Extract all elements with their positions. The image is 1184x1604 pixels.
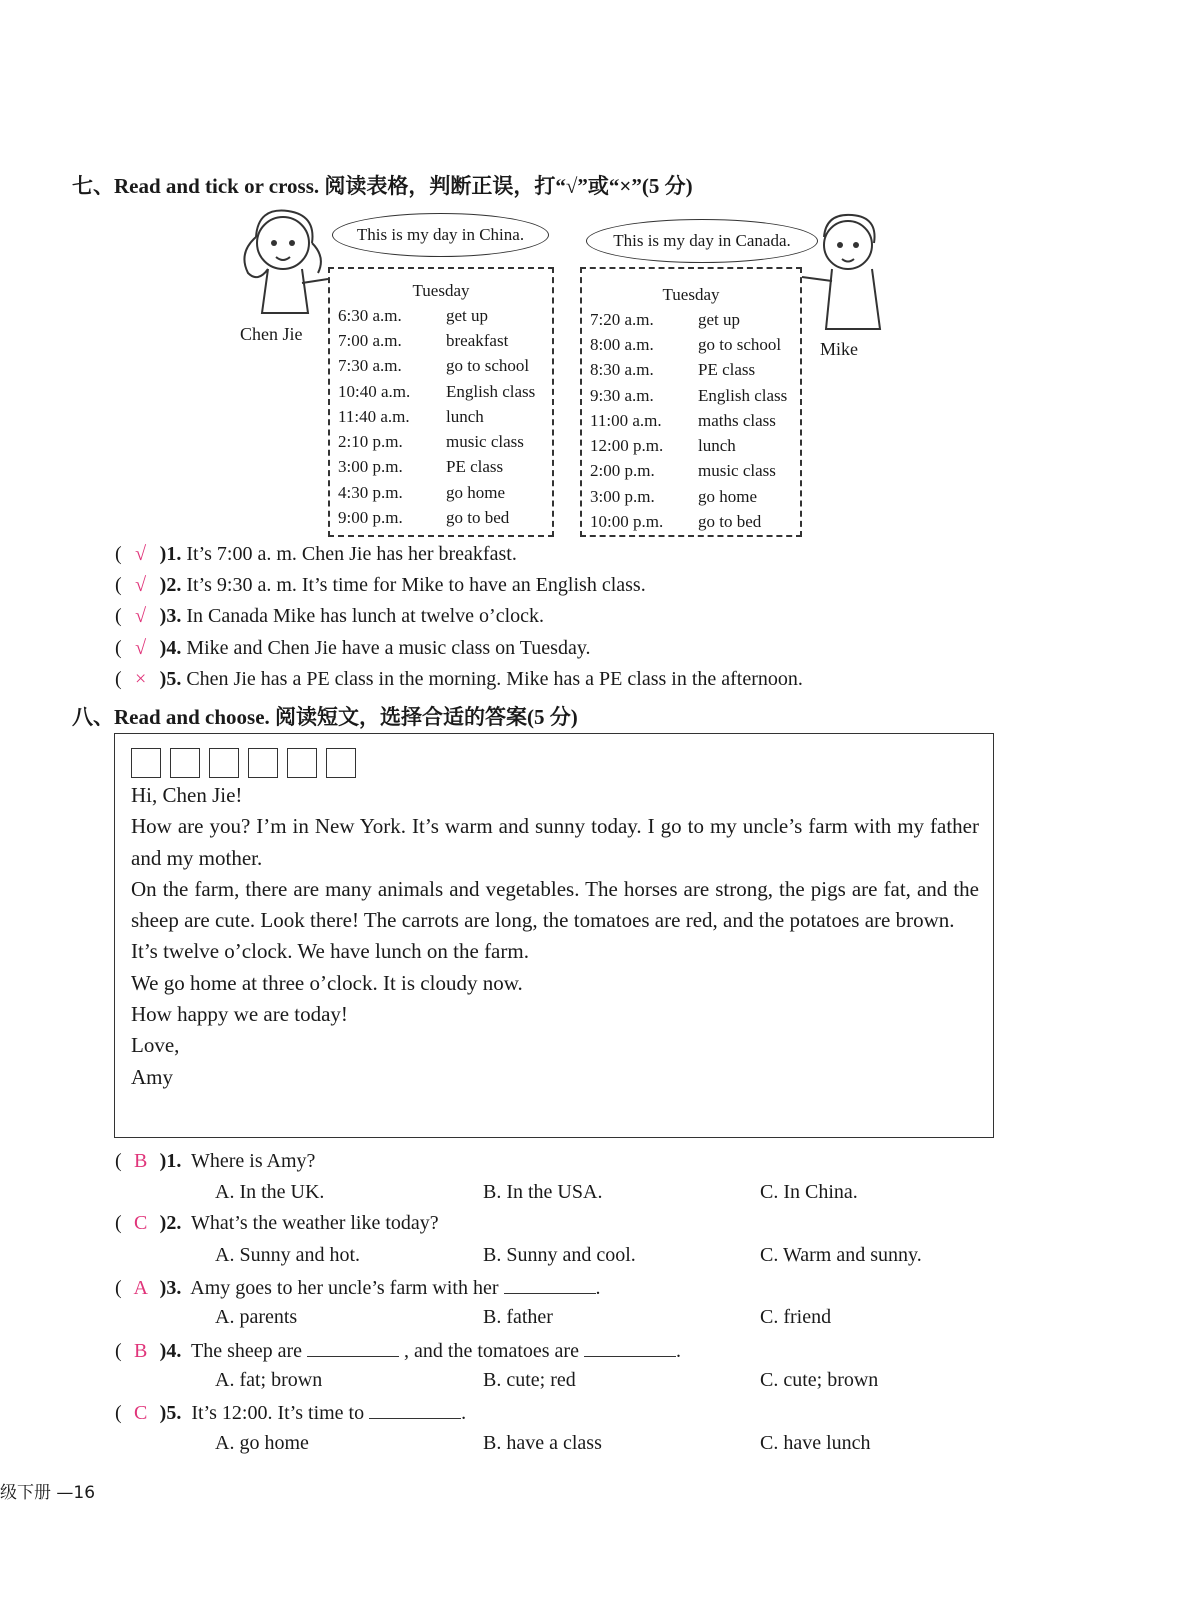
- question-text-end: .: [461, 1402, 467, 1424]
- schedule-activity: music class: [446, 432, 524, 452]
- schedule-activity: lunch: [698, 436, 736, 456]
- canada-speech-bubble: This is my day in Canada.: [586, 219, 818, 263]
- schedule-time: 7:20 a.m.: [590, 309, 654, 329]
- schedule-row: [582, 433, 800, 458]
- schedule-time: 11:00 a.m.: [590, 410, 662, 430]
- answer-blank[interactable]: [504, 1275, 596, 1294]
- page-footer: 级下册 —16: [0, 1483, 96, 1503]
- answer-mark[interactable]: A: [133, 1277, 148, 1299]
- section-7-title: 七、Read and tick or cross. 阅读表格，判断正误，打“√”或“×”(5 分): [72, 174, 693, 198]
- answer-blank[interactable]: [369, 1400, 461, 1419]
- question-text: In Canada Mike has lunch at twelve o’clock.: [186, 605, 544, 627]
- schedule-time: 2:10 p.m.: [338, 432, 403, 452]
- question-text: It’s 12:00. It’s time to: [191, 1402, 365, 1424]
- canada-day-heading: Tuesday: [662, 285, 720, 304]
- schedule-activity: lunch: [446, 406, 484, 426]
- question-number: )5.: [159, 668, 182, 690]
- option-b[interactable]: B. father: [483, 1306, 553, 1328]
- schedule-row: [330, 505, 552, 530]
- schedule-figure: [228, 203, 898, 548]
- schedule-row: [582, 484, 800, 509]
- option-a[interactable]: A. Sunny and hot.: [215, 1244, 360, 1266]
- question-text-end: .: [675, 1340, 681, 1362]
- schedule-row: [330, 379, 552, 404]
- question-number: )4.: [159, 637, 182, 659]
- schedule-row: [330, 480, 552, 505]
- schedule-time: 10:00 p.m.: [590, 512, 664, 532]
- s7-question-1: ( √ )1. It’s 7:00 a. m. Chen Jie has her breakfast.: [115, 543, 517, 565]
- option-c[interactable]: C. have lunch: [760, 1432, 871, 1454]
- chen-jie-illustration: [228, 203, 338, 333]
- option-c[interactable]: C. In China.: [760, 1181, 858, 1203]
- option-c[interactable]: C. Warm and sunny.: [760, 1244, 922, 1266]
- schedule-time: 9:30 a.m.: [590, 385, 654, 405]
- schedule-time: 7:30 a.m.: [338, 356, 402, 376]
- title-blank-boxes: [131, 748, 979, 778]
- china-schedule-table: [328, 267, 554, 537]
- schedule-row: [582, 307, 800, 332]
- s7-question-2: ( √ )2. It’s 9:30 a. m. It’s time for Mike to have an English class.: [115, 574, 646, 596]
- option-b[interactable]: B. have a class: [483, 1432, 602, 1454]
- answer-mark[interactable]: √: [135, 637, 147, 659]
- schedule-row: [330, 429, 552, 454]
- option-a[interactable]: A. parents: [215, 1306, 298, 1328]
- option-c[interactable]: C. cute; brown: [760, 1369, 879, 1391]
- option-b[interactable]: B. Sunny and cool.: [483, 1244, 636, 1266]
- passage-closing: Love,: [131, 1033, 180, 1058]
- schedule-row: [582, 459, 800, 484]
- schedule-activity: go to bed: [446, 508, 510, 528]
- schedule-row: [330, 328, 552, 353]
- schedule-time: 12:00 p.m.: [590, 436, 664, 456]
- schedule-activity: go to school: [446, 356, 530, 376]
- question-text: It’s 9:30 a. m. It’s time for Mike to have an English class.: [186, 574, 646, 596]
- passage-paragraph: We go home at three o’clock. It is cloudy now.: [131, 970, 523, 995]
- reading-passage: [114, 733, 994, 1138]
- option-c[interactable]: C. friend: [760, 1306, 832, 1328]
- schedule-row: [582, 408, 800, 433]
- option-a[interactable]: A. In the UK.: [215, 1181, 325, 1203]
- title-box[interactable]: [287, 748, 317, 778]
- question-text: Amy goes to her uncle’s farm with her: [190, 1277, 499, 1299]
- option-a[interactable]: A. go home: [215, 1432, 309, 1454]
- question-text: The sheep are: [190, 1340, 303, 1362]
- title-box[interactable]: [209, 748, 239, 778]
- title-box[interactable]: [131, 748, 161, 778]
- s8-question-5: ( C )5. It’s 12:00. It’s time to .: [115, 1402, 467, 1424]
- china-day-heading: Tuesday: [412, 281, 470, 300]
- schedule-row: [582, 358, 800, 383]
- answer-mark[interactable]: √: [135, 605, 147, 627]
- schedule-activity: get up: [446, 305, 489, 325]
- answer-mark[interactable]: B: [134, 1150, 148, 1172]
- s7-question-3: ( √ )3. In Canada Mike has lunch at twelve o’clock.: [115, 605, 544, 627]
- answer-mark[interactable]: B: [134, 1340, 148, 1362]
- answer-mark[interactable]: C: [134, 1402, 148, 1424]
- question-text: Chen Jie has a PE class in the morning. Mike has a PE class in the afternoon.: [186, 668, 803, 690]
- schedule-time: 11:40 a.m.: [338, 406, 410, 426]
- schedule-activity: breakfast: [446, 330, 509, 350]
- schedule-time: 2:00 p.m.: [590, 461, 655, 481]
- question-number: )2.: [159, 574, 182, 596]
- section-8-title: 八、Read and choose. 阅读短文，选择合适的答案(5 分): [72, 705, 578, 729]
- answer-mark[interactable]: √: [135, 543, 147, 565]
- question-text: What’s the weather like today?: [190, 1212, 439, 1234]
- schedule-activity: go to bed: [698, 512, 762, 532]
- schedule-time: 3:00 p.m.: [590, 486, 655, 506]
- china-speech-bubble: This is my day in China.: [332, 213, 549, 257]
- title-box[interactable]: [170, 748, 200, 778]
- schedule-activity: English class: [446, 381, 536, 401]
- schedule-activity: English class: [698, 385, 788, 405]
- schedule-row: [582, 509, 800, 534]
- s8-question-1: ( B )1. Where is Amy?: [115, 1150, 316, 1172]
- schedule-time: 10:40 a.m.: [338, 381, 411, 401]
- schedule-activity: music class: [698, 461, 776, 481]
- schedule-time: 9:00 p.m.: [338, 508, 403, 528]
- schedule-activity: go to school: [698, 334, 782, 354]
- title-box[interactable]: [248, 748, 278, 778]
- schedule-row: [330, 303, 552, 328]
- s8-question-4: ( B )4. The sheep are , and the tomatoes are .: [115, 1340, 681, 1362]
- schedule-activity: go home: [698, 486, 758, 506]
- schedule-row: [330, 354, 552, 379]
- schedule-row: [582, 332, 800, 357]
- passage-greeting: Hi, Chen Jie!: [131, 783, 243, 807]
- option-b[interactable]: B. In the USA.: [483, 1181, 603, 1203]
- schedule-time: 4:30 p.m.: [338, 482, 403, 502]
- s7-question-5: ( × )5. Chen Jie has a PE class in the morning. Mike has a PE class in the afternoon.: [115, 668, 803, 690]
- schedule-time: 8:30 a.m.: [590, 360, 654, 380]
- answer-mark[interactable]: ×: [135, 668, 147, 690]
- schedule-row: [582, 383, 800, 408]
- schedule-time: 3:00 p.m.: [338, 457, 403, 477]
- passage-paragraph: On the farm, there are many animals and vegetables. The horses are strong, the pigs are fat, and the sheep are cute. Look there! The carrots are long, the tomatoes are red, and the potatoes are brown.: [131, 876, 979, 933]
- passage-paragraph: How are you? I’m in New York. It’s warm and sunny today. I go to my uncle’s farm with my father and my mother.: [131, 814, 979, 870]
- question-text-mid: , and the tomatoes are: [404, 1340, 579, 1362]
- passage-paragraph: How happy we are today!: [131, 1002, 348, 1027]
- schedule-row: [330, 455, 552, 480]
- mike-illustration: [796, 207, 896, 337]
- answer-blank[interactable]: [307, 1338, 399, 1357]
- s7-question-4: ( √ )4. Mike and Chen Jie have a music class on Tuesday.: [115, 637, 591, 659]
- mike-label: Mike: [820, 339, 858, 359]
- schedule-activity: maths class: [698, 410, 776, 430]
- schedule-activity: get up: [698, 309, 741, 329]
- schedule-activity: PE class: [698, 360, 756, 380]
- option-b[interactable]: B. cute; red: [483, 1369, 576, 1391]
- chen-jie-label: Chen Jie: [240, 324, 303, 344]
- s8-question-2: ( C )2. What’s the weather like today?: [115, 1212, 439, 1234]
- answer-blank[interactable]: [584, 1338, 676, 1357]
- s8-question-3: ( A )3. Amy goes to her uncle’s farm with her .: [115, 1277, 601, 1299]
- passage-paragraph: It’s twelve o’clock. We have lunch on the farm.: [131, 939, 529, 964]
- passage-signature: Amy: [131, 1064, 173, 1089]
- schedule-activity: PE class: [446, 457, 504, 477]
- question-text: Where is Amy?: [190, 1150, 316, 1172]
- answer-mark[interactable]: √: [135, 574, 147, 596]
- schedule-time: 8:00 a.m.: [590, 334, 654, 354]
- option-a[interactable]: A. fat; brown: [215, 1369, 323, 1391]
- schedule-time: 6:30 a.m.: [338, 305, 402, 325]
- question-number: )1.: [159, 543, 182, 565]
- schedule-row: [330, 404, 552, 429]
- question-text: It’s 7:00 a. m. Chen Jie has her breakfast.: [186, 543, 517, 565]
- answer-mark[interactable]: C: [134, 1212, 148, 1234]
- schedule-time: 7:00 a.m.: [338, 330, 402, 350]
- question-number: )3.: [159, 605, 182, 627]
- question-text: Mike and Chen Jie have a music class on Tuesday.: [186, 637, 591, 659]
- title-box[interactable]: [326, 748, 356, 778]
- question-text-end: .: [595, 1277, 601, 1299]
- schedule-activity: go home: [446, 482, 506, 502]
- canada-schedule-table: [580, 267, 802, 537]
